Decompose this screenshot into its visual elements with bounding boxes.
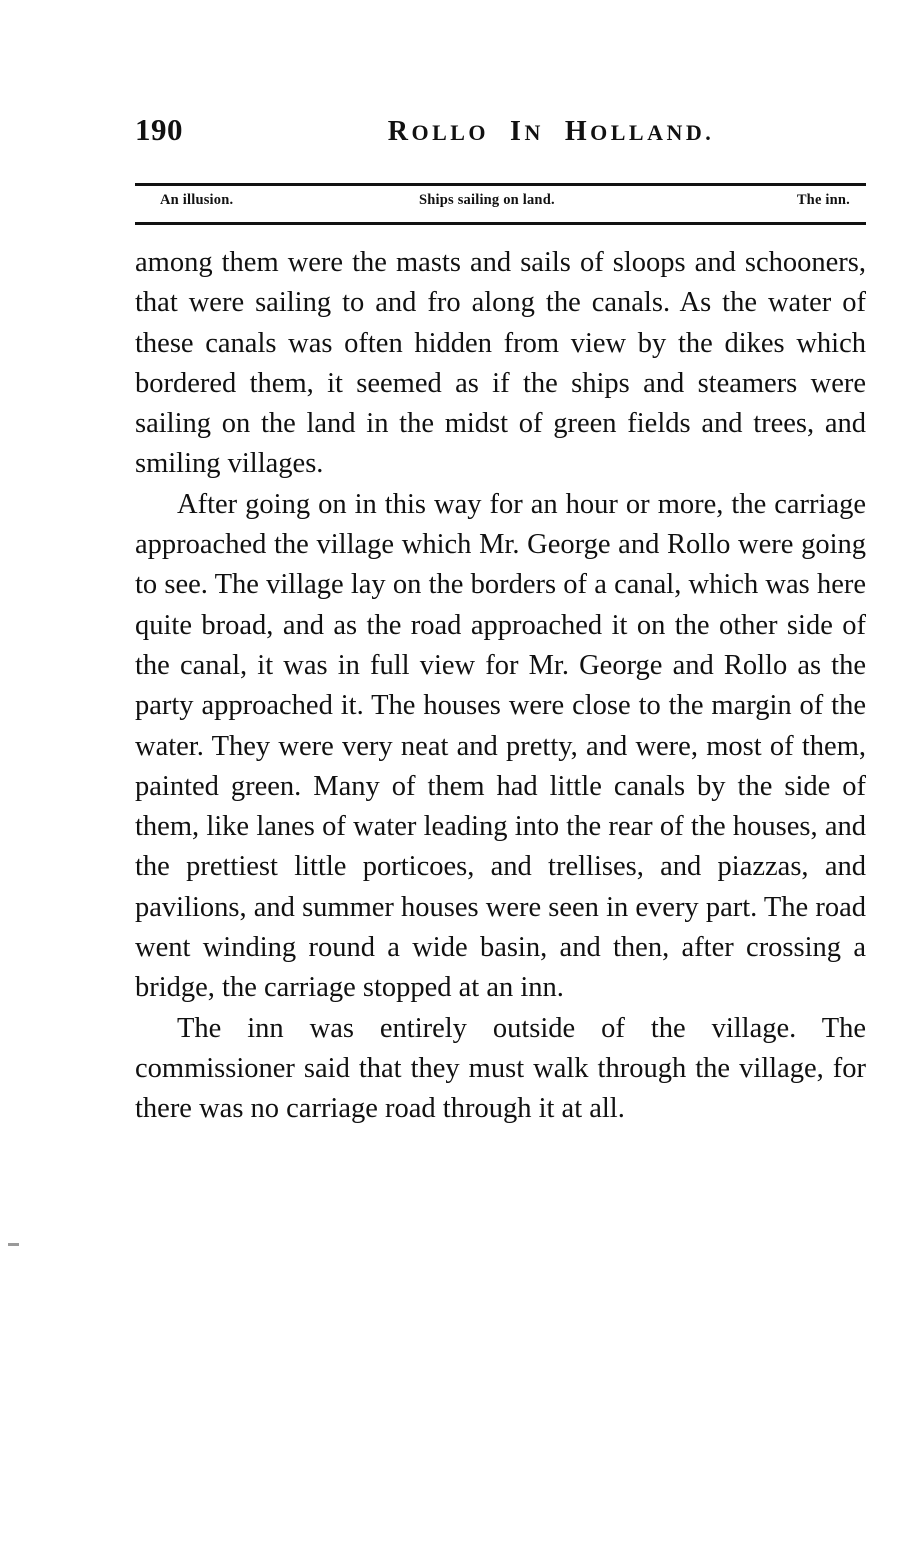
margin-mark (8, 1243, 19, 1246)
body-text (135, 243, 866, 1130)
paragraph: After going on in this way for an hour or more, the carriage approached the village which Mr. George and Rollo were going to see. The village lay on the borders of a canal, which was here quite broad, and as the road approached it on the other side of the canal, it was in full view for Mr. George and Rollo as the party approached it. The houses were close to the margin of the water. They were very neat and pretty, and were, most of them, painted green. Many of them had little canals by the side of them, like lanes of water leading into the rear of the houses, and the prettiest little porticoes, and trellises, and piazzas, and pavilions, and summer houses were seen in every part. The road went winding round a wide basin, and then, after crossing a bridge, the carriage stopped at an inn. (135, 488, 866, 1004)
running-title-text: ROLLO IN HOLLAND. (387, 116, 715, 147)
sidenote-left: An illusion. (160, 192, 234, 208)
page-number: 190 (135, 112, 183, 147)
sidenote-middle: Ships sailing on land. (419, 192, 555, 208)
running-title (265, 116, 865, 148)
paragraph: among them were the masts and sails of sloops and schooners, that were sailing to and fro along the canals. As the water of these canals was often hidden from view by the dikes which bordered them, it seemed as if the ships and steamers were sailing on the land in the midst of green fields and trees, and smiling villages. (135, 247, 866, 480)
sidenote-row (160, 192, 850, 218)
header-rule-bottom (135, 222, 866, 225)
page-header (135, 112, 865, 164)
header-rule-top (135, 183, 866, 186)
sidenote-right: The inn. (796, 192, 850, 208)
paragraph: The inn was entirely outside of the village. The commissioner said that they must walk through the village, for there was no carriage road through it at all. (135, 1012, 866, 1125)
